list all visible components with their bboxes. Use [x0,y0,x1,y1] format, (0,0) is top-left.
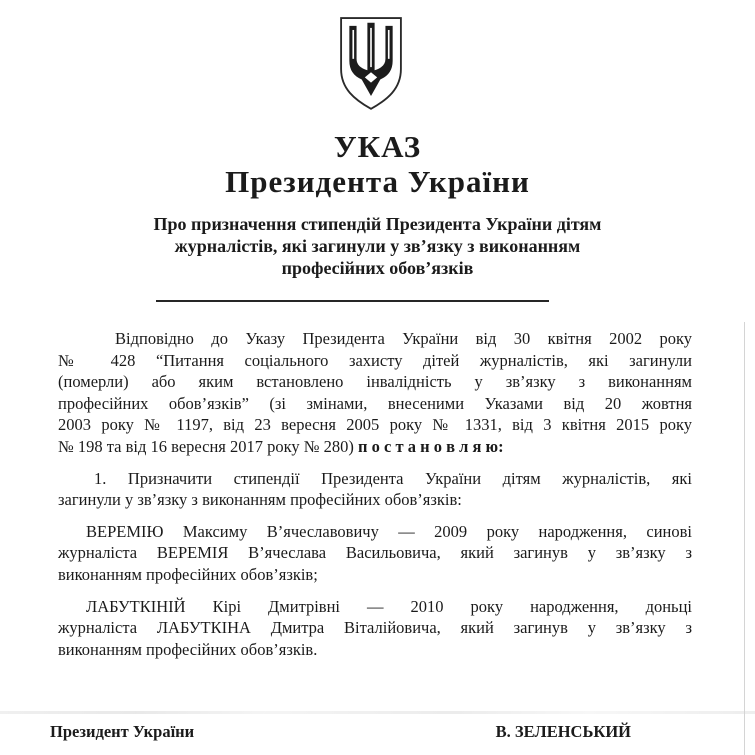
item-paragraph-2 [58,521,692,586]
body-line-with-decree-word [58,436,692,458]
signature-block [0,722,755,742]
scan-artifact-band [0,711,755,714]
body-line: ВЕРЕМІЮ Максиму В’ячеславовичу — 2009 року народження, синові [86,521,692,541]
preamble-paragraph [58,328,692,458]
signature-title: Президент України [50,722,195,741]
decree-word: п о с т а н о в л я ю: [358,436,504,456]
body-line: ЛАБУТКІНІЙ Кірі Дмитрівні — 2010 року народження, доньці [86,596,692,616]
ukraine-trident-icon [338,15,404,113]
preamble-tail-text: № 198 та від 16 вересня 2017 року № 280) [58,436,359,456]
body-line: 1. Призначити стипендії Президента України дітям журналістів, які [94,468,692,488]
body-line: виконанням професійних обов’язків; [58,564,318,584]
body-line: № 428 “Питання соціального захисту дітей журналістів, які загинули [58,350,692,370]
body-line: (померли) або яким встановлено інвалідність у зв’язку з виконанням [58,372,692,392]
document-subject: Про призначення стипендій Президента України дітям журналістів, які загинули у зв’язку з виконанням професійних обов’язків [153,214,602,278]
body-line: журналіста ВЕРЕМІЯ В’ячеслава Васильовича, який загинув у зв’язку з [58,543,692,563]
body-line: виконанням професійних обов’язків. [58,639,318,659]
document-title-line2: Президента України [225,164,530,199]
document-title [0,129,755,199]
body-line: журналіста ЛАБУТКІНА Дмитра Віталійовича, який загинув у зв’язку з [58,618,692,638]
body-line: 2003 року № 1197, від 23 вересня 2005 року № 1331, від 3 квітня 2015 року [58,415,692,435]
scan-artifact-edge-line [744,322,745,755]
signature-name: В. ЗЕЛЕНСЬКИЙ [495,722,631,741]
document-title-line1: УКАЗ [333,129,422,164]
heading-divider-rule [156,300,549,302]
body-line: загинули у зв’язку з виконанням професійних обов’язків: [58,490,462,510]
item-paragraph-1 [58,468,692,511]
body-line: Відповідно до Указу Президента України від 30 квітня 2002 року [115,329,692,348]
document-body [58,328,692,660]
body-line: професійних обов’язків” (зі змінами, внесеними Указами від 20 жовтня [58,393,692,413]
item-paragraph-3 [58,596,692,661]
